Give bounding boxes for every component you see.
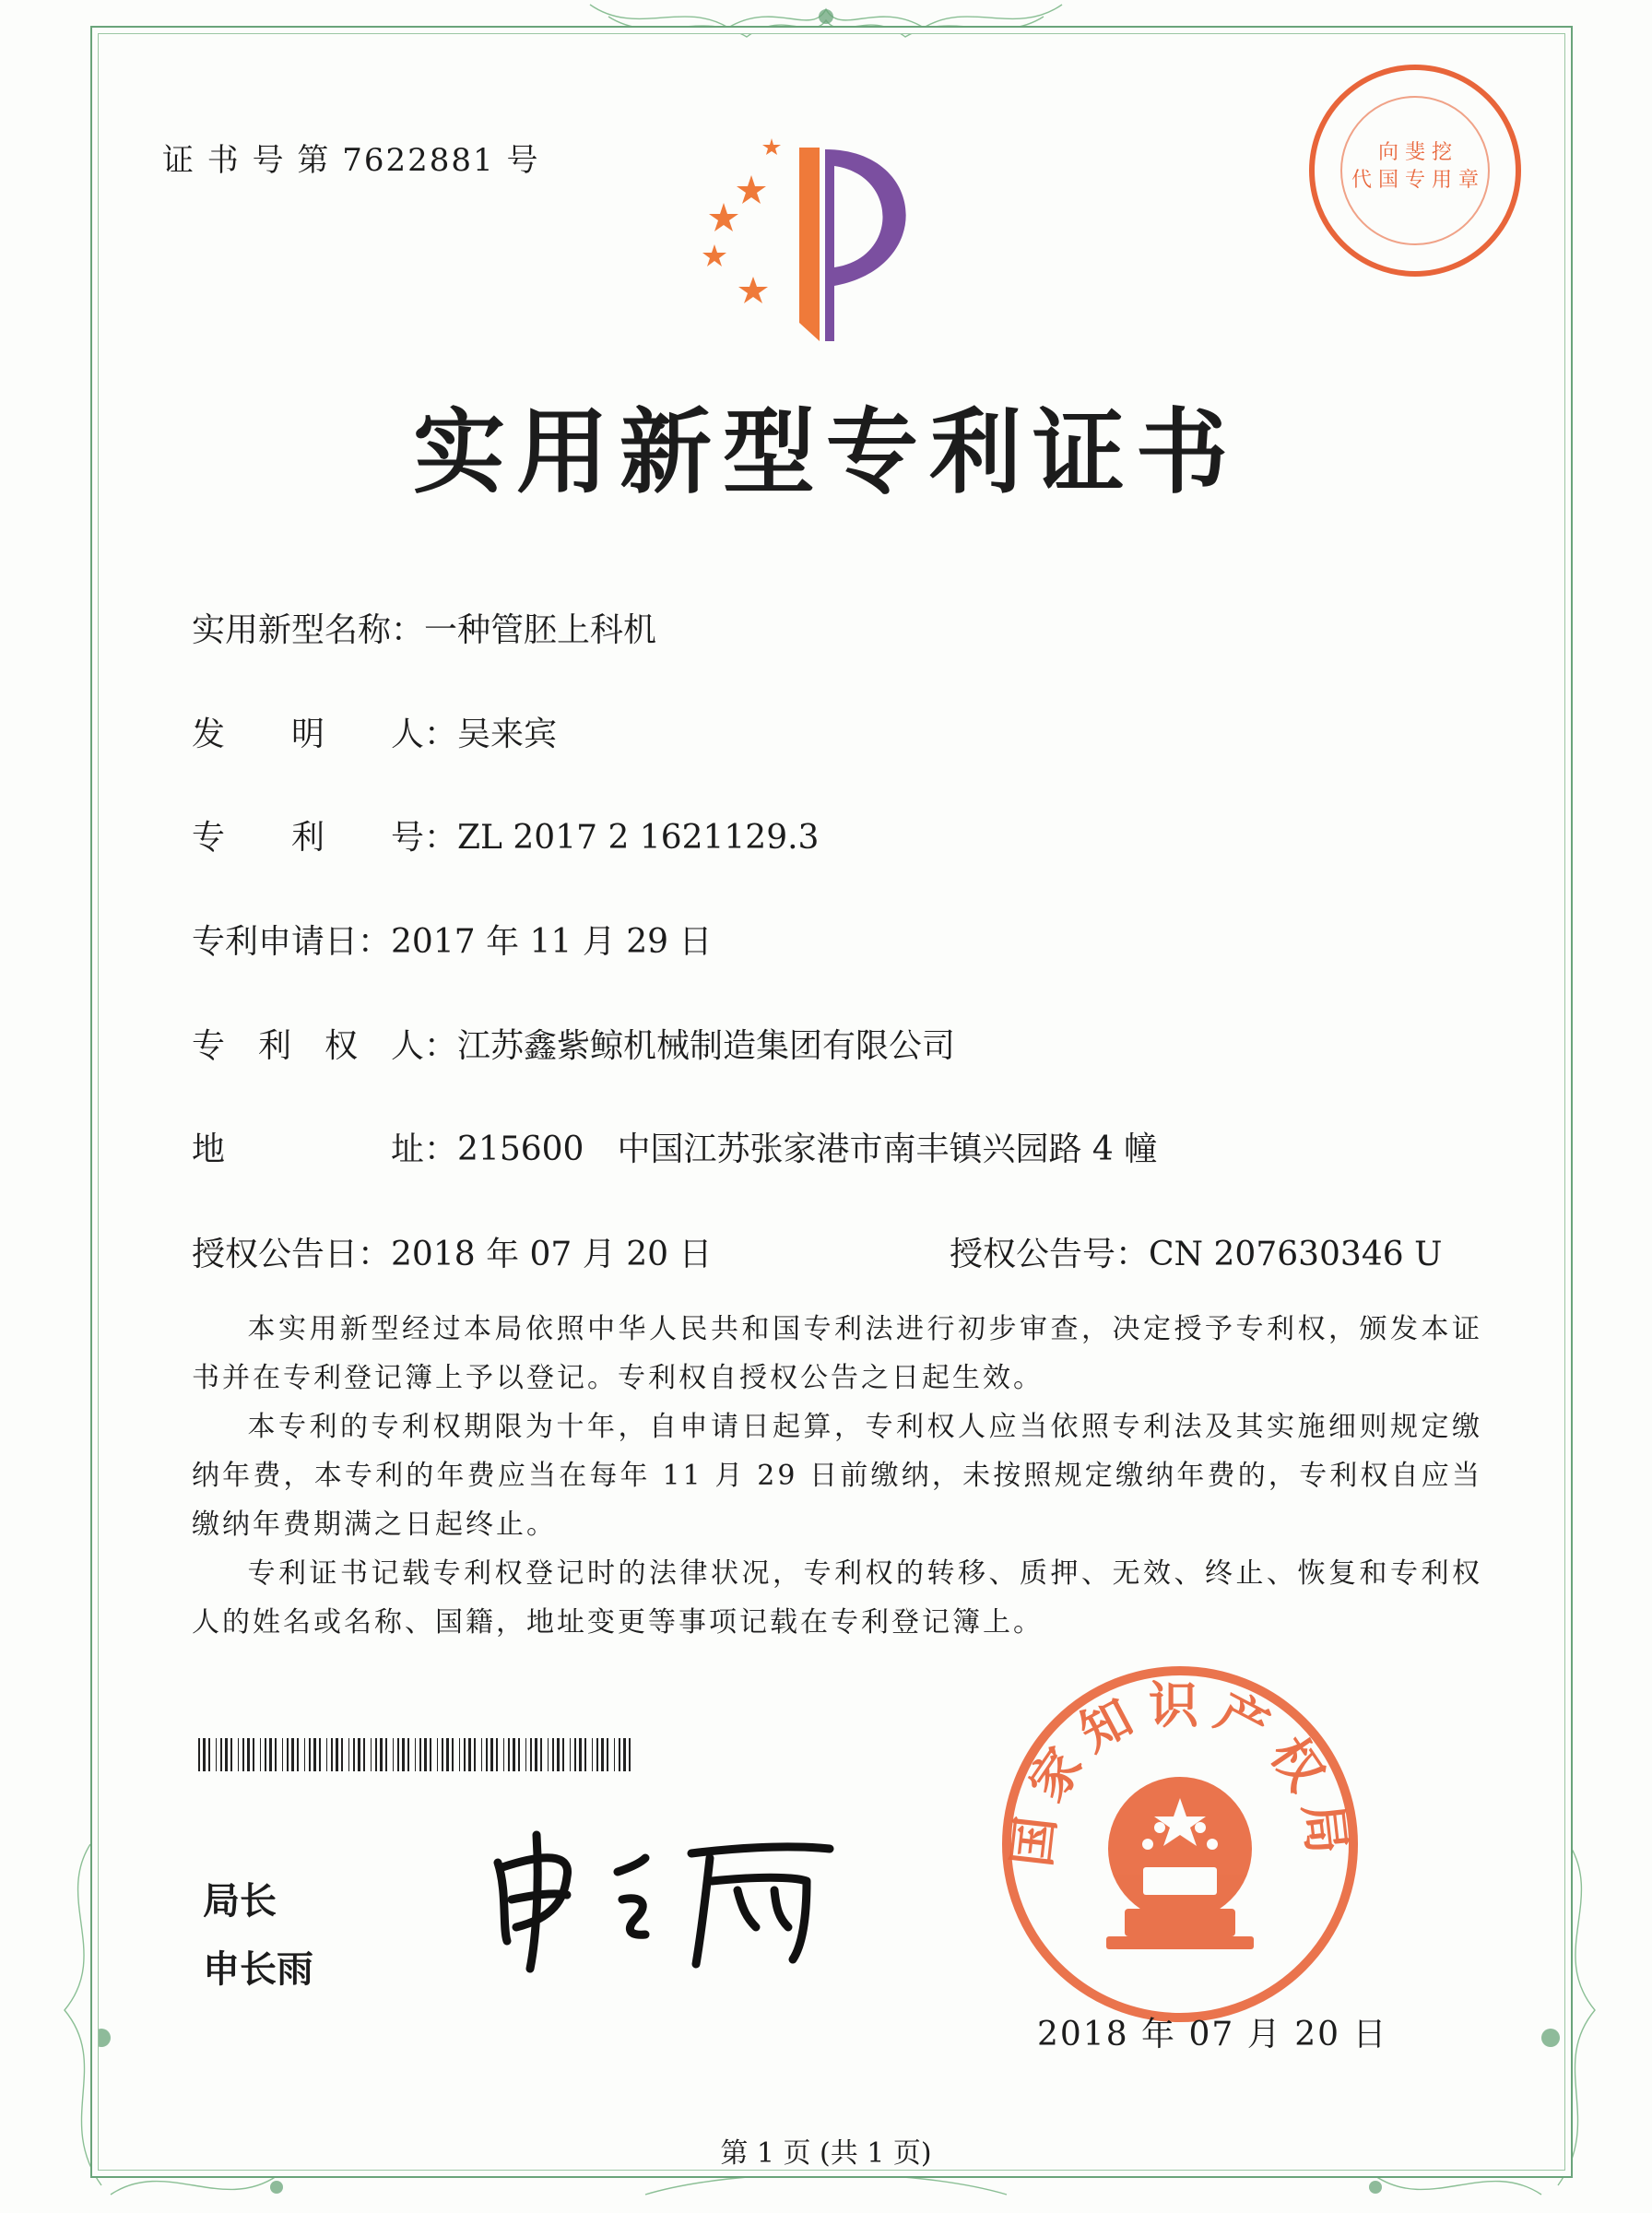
- barcode-bar: [614, 1738, 615, 1771]
- field-value: 215600 中国江苏张家港市南丰镇兴园路 4 幢: [457, 1130, 1158, 1168]
- barcode-bar: [319, 1738, 321, 1771]
- barcode-bar: [287, 1738, 289, 1771]
- barcode-bar: [415, 1738, 416, 1771]
- barcode-bar: [540, 1738, 542, 1771]
- barcode-bar: [601, 1738, 604, 1771]
- barcode-bar: [353, 1738, 355, 1771]
- barcode-bar: [363, 1738, 365, 1771]
- barcode-bar: [452, 1738, 454, 1771]
- field-label: 专 利 权 人：: [192, 1027, 458, 1065]
- field-value: 吴来宾: [457, 716, 558, 753]
- barcode-bar: [481, 1738, 482, 1771]
- barcode-bar: [331, 1738, 333, 1771]
- svg-text:国家知识产权局: 国家知识产权局: [1002, 1676, 1358, 1870]
- barcode-bar: [291, 1738, 294, 1771]
- barcode-bar: [407, 1738, 409, 1771]
- barcode-bar: [198, 1738, 200, 1771]
- barcode-bar: [238, 1738, 239, 1771]
- barcode-bar: [275, 1738, 277, 1771]
- barcode-bar: [375, 1738, 377, 1771]
- barcode-bar: [464, 1738, 466, 1771]
- barcode-bar: [297, 1738, 299, 1771]
- barcode-bar: [336, 1738, 338, 1771]
- barcode-bar: [371, 1738, 372, 1771]
- barcode-bar: [490, 1738, 493, 1771]
- field-patent-number: [192, 811, 819, 858]
- barcode-bar: [596, 1738, 598, 1771]
- barcode-bar: [348, 1738, 349, 1771]
- certificate-title: 实用新型专利证书: [413, 398, 1239, 506]
- barcode-bar: [326, 1738, 327, 1771]
- barcode-bar: [393, 1738, 394, 1771]
- barcode-bar: [402, 1738, 405, 1771]
- field-label: 发 明 人：: [192, 716, 458, 753]
- field-label: 地 址：: [192, 1130, 458, 1168]
- official-seal: [996, 1660, 1364, 2029]
- field-inventor: [192, 708, 557, 755]
- barcode-bar: [419, 1738, 421, 1771]
- certificate-number: 证 书 号 第 7622881 号: [162, 142, 540, 179]
- barcode-bar: [530, 1738, 532, 1771]
- barcode-bar: [503, 1738, 504, 1771]
- barcode-bar: [247, 1738, 250, 1771]
- barcode-bar: [508, 1738, 510, 1771]
- barcode: [198, 1738, 631, 1771]
- barcode-bar: [265, 1738, 266, 1771]
- field-label: 实用新型名称：: [192, 611, 425, 649]
- barcode-bar: [557, 1738, 560, 1771]
- barcode-bar: [619, 1738, 620, 1771]
- field-application-date: [192, 916, 712, 963]
- barcode-bar: [230, 1738, 232, 1771]
- barcode-bar: [208, 1738, 210, 1771]
- barcode-bar: [282, 1738, 283, 1771]
- barcode-bar: [486, 1738, 488, 1771]
- field-grant-date: [192, 1228, 712, 1275]
- seal-date: 2018 年 07 月 20 日: [1037, 2016, 1388, 2053]
- barcode-bar: [358, 1738, 360, 1771]
- barcode-bar: [203, 1738, 206, 1771]
- barcode-bar: [380, 1738, 383, 1771]
- agency-stamp: [1300, 55, 1530, 286]
- barcode-bar: [442, 1738, 443, 1771]
- barcode-bar: [430, 1738, 431, 1771]
- barcode-bar: [562, 1738, 564, 1771]
- barcode-bar: [446, 1738, 449, 1771]
- field-value: 2017 年 11 月 29 日: [391, 923, 713, 961]
- barcode-bar: [629, 1738, 631, 1771]
- director-title: 局长: [203, 1880, 277, 1923]
- barcode-bar: [385, 1738, 387, 1771]
- svg-text:向 斐 挖: 向 斐 挖: [1378, 141, 1452, 164]
- field-address: [192, 1123, 1157, 1170]
- barcode-bar: [468, 1738, 471, 1771]
- barcode-bar: [607, 1738, 608, 1771]
- barcode-bar: [535, 1738, 537, 1771]
- patent-office-logo: [696, 138, 954, 350]
- barcode-bar: [525, 1738, 526, 1771]
- field-label: 专利申请日：: [192, 923, 392, 961]
- barcode-bar: [424, 1738, 427, 1771]
- barcode-bar: [548, 1738, 549, 1771]
- paragraph-legal-status: 专利证书记载专利权登记时的法律状况，专利权的转移、质押、无效、终止、恢复和专利权人的姓名或名称、国籍，地址变更等事项记载在专利登记簿上。: [192, 1557, 1482, 1639]
- field-patentee: [192, 1020, 955, 1067]
- field-value: 一种管胚上科机: [424, 611, 657, 649]
- paragraph-grant: 本实用新型经过本局依照中华人民共和国专利法进行初步审查，决定授予专利权，颁发本证书并在专利登记簿上予以登记。专利权自授权公告之日起生效。: [192, 1313, 1482, 1394]
- barcode-bar: [216, 1738, 217, 1771]
- field-label: 专 利 号：: [192, 819, 458, 857]
- barcode-bar: [623, 1738, 626, 1771]
- barcode-bar: [474, 1738, 476, 1771]
- field-value: ZL 2017 2 1621129.3: [457, 819, 820, 857]
- barcode-bar: [574, 1738, 576, 1771]
- barcode-bar: [513, 1738, 515, 1771]
- barcode-bar: [592, 1738, 593, 1771]
- barcode-bar: [570, 1738, 571, 1771]
- barcode-bar: [313, 1738, 316, 1771]
- barcode-bar: [459, 1738, 460, 1771]
- field-utility-model-name: [192, 604, 656, 651]
- barcode-bar: [309, 1738, 311, 1771]
- barcode-bar: [584, 1738, 586, 1771]
- barcode-bar: [397, 1738, 399, 1771]
- director-name: 申长雨: [203, 1948, 313, 1991]
- field-label: 授权公告号：: [950, 1236, 1150, 1273]
- barcode-bar: [225, 1738, 228, 1771]
- barcode-bar: [518, 1738, 520, 1771]
- barcode-bar: [269, 1738, 272, 1771]
- barcode-bar: [242, 1738, 244, 1771]
- barcode-bar: [304, 1738, 305, 1771]
- barcode-bar: [260, 1738, 261, 1771]
- barcode-bar: [579, 1738, 582, 1771]
- field-announcement-number: [950, 1228, 1442, 1275]
- page-number: 第 1 页 (共 1 页): [720, 2137, 932, 2170]
- barcode-bar: [220, 1738, 222, 1771]
- paragraph-term: 本专利的专利权期限为十年，自申请日起算，专利权人应当依照专利法及其实施细则规定缴纳年费，本专利的年费应当在每年 11 月 29 日前缴纳，未按照规定缴纳年费的，专利权自应当缴纳年费期满之日起终止。: [192, 1411, 1482, 1541]
- field-value: 2018 年 07 月 20 日: [391, 1236, 713, 1273]
- field-label: 授权公告日：: [192, 1236, 392, 1273]
- barcode-bar: [496, 1738, 498, 1771]
- field-value: 江苏鑫紫鲸机械制造集团有限公司: [457, 1027, 956, 1065]
- barcode-bar: [552, 1738, 554, 1771]
- director-signature: [479, 1826, 848, 1973]
- field-value: CN 207630346 U: [1149, 1236, 1443, 1273]
- barcode-bar: [341, 1738, 343, 1771]
- barcode-bar: [253, 1738, 254, 1771]
- barcode-bar: [437, 1738, 438, 1771]
- svg-text:代 国 专 用 章: 代 国 专 用 章: [1351, 169, 1479, 192]
